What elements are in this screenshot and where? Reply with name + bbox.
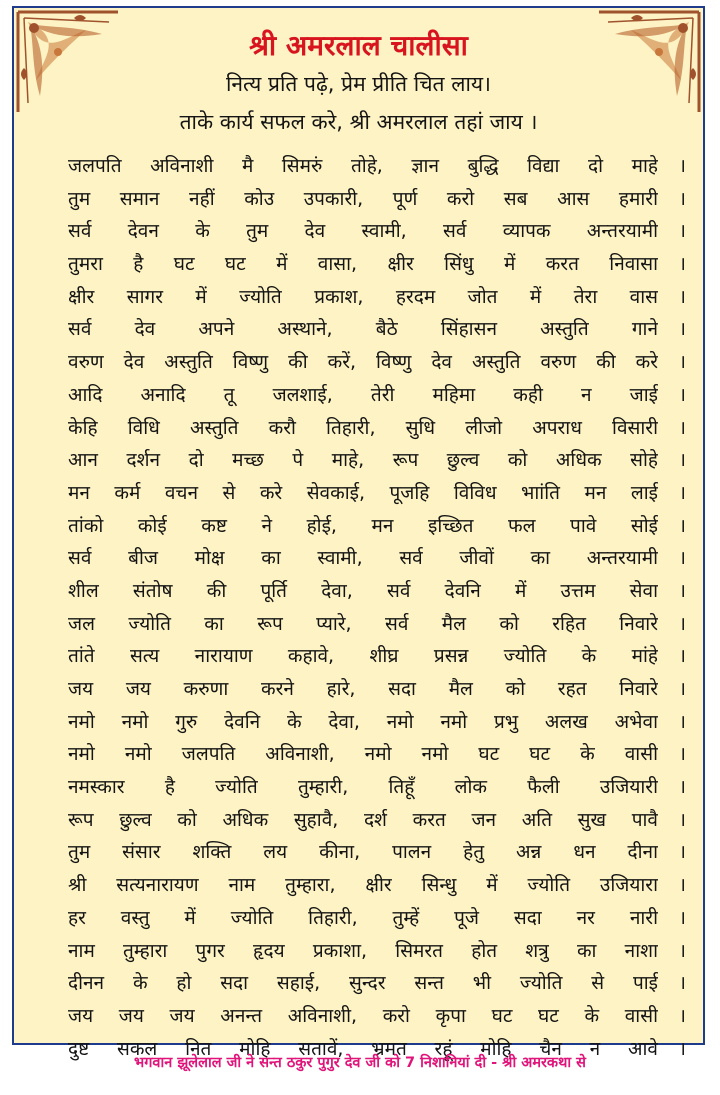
verse-text: दुष्ट सकल नित मोहि सतावें, भ्रमत रहूं मोहि चैन न आवे: [68, 1037, 658, 1060]
verse-text: तुमरा है घट घट में वासा, क्षीर सिंधु में करत निवासा: [68, 253, 658, 276]
verse-text: नाम तुम्हारा पुगर हृदय प्रकाशा, सिमरत होत शत्रु का नाशा: [68, 939, 658, 962]
verse-line: [68, 804, 686, 837]
danda-mark: ।: [678, 547, 686, 570]
poster-frame: [12, 6, 705, 1060]
danda-mark: ।: [678, 383, 686, 406]
danda-mark: ।: [678, 187, 686, 210]
verse-line: [68, 608, 686, 641]
danda-mark: ।: [678, 449, 686, 472]
verse-text: सर्व देव अपने अस्थाने, बैठे सिंहासन अस्तुति गाने: [68, 318, 658, 341]
verse-text: नमो नमो गुरु देवनि के देवा, नमो नमो प्रभु अलख अभेवा: [68, 710, 658, 733]
danda-mark: ।: [678, 351, 686, 374]
verse-line: [68, 542, 686, 575]
danda-mark: ।: [678, 808, 686, 831]
danda-mark: ।: [678, 155, 686, 177]
verse-line: [68, 412, 686, 445]
verse-line: [68, 444, 686, 477]
verse-line: [68, 738, 686, 771]
danda-mark: ।: [678, 874, 686, 897]
verse-line: [68, 640, 686, 673]
verse-line: [68, 706, 686, 739]
verse-line: [68, 346, 686, 379]
verse-line: [68, 935, 686, 968]
verse-text: केहि विधि अस्तुति करौ तिहारी, सुधि लीजो अपराध विसारी: [68, 416, 658, 439]
verse-text: आदि अनादि तू जलशाई, तेरी महिमा कही न जाई: [68, 383, 658, 406]
verse-line: [68, 1000, 686, 1033]
danda-mark: ।: [678, 710, 686, 733]
doha-line-2: ताके कार्य सफल करे, श्री अमरलाल तहां जाय ।: [179, 110, 538, 134]
verse-text: जलपति अविनाशी मै सिमरुं तोहे, ज्ञान बुद्धि विद्या दो माहे: [68, 155, 658, 177]
verse-line: [68, 379, 686, 412]
verse-line: [68, 673, 686, 706]
verse-text: तुम समान नहीं कोउ उपकारी, पूर्ण करो सब आस हमारी: [68, 187, 658, 210]
danda-mark: ।: [678, 939, 686, 962]
verse-text: रूप छुल्व को अधिक सुहावै, दर्श करत जन अति सुख पावै: [68, 808, 658, 831]
verse-text: तांते सत्य नारायाण कहावे, शीघ्र प्रसन्न ज्योति के मांहे: [68, 645, 658, 668]
verse-line: [68, 869, 686, 902]
verse-line: [68, 836, 686, 869]
verse-line: [68, 771, 686, 804]
verse-text: जय जय करुणा करने हारे, सदा मैल को रहत निवारे: [68, 678, 658, 700]
verse-text: आन दर्शन दो मच्छ पे माहे, रूप छुल्व को अधिक सोहे: [68, 449, 658, 472]
verse-line: [68, 902, 686, 935]
footer-caption: भगवान झूलेलाल जी ने सन्त ठकुर पुगुर देव जी को 7 निशानियां दी - श्री अमरकथा से: [134, 1055, 586, 1071]
verse-line: [68, 967, 686, 1000]
verse-line: [68, 183, 686, 216]
danda-mark: ।: [678, 318, 686, 341]
verse-text: हर वस्तु में ज्योति तिहारी, तुम्हें पूजे सदा नर नारी: [68, 906, 658, 929]
danda-mark: ।: [678, 481, 686, 504]
verse-text: शील संतोष की पूर्ति देवा, सर्व देवनि में उत्तम सेवा: [68, 579, 658, 602]
verse-text: वरुण देव अस्तुति विष्णु की करें, विष्णु देव अस्तुति वरुण की करे: [68, 351, 658, 374]
danda-mark: ।: [678, 776, 686, 799]
verse-line: [68, 313, 686, 346]
danda-mark: ।: [678, 253, 686, 276]
verse-text: क्षीर सागर में ज्योति प्रकाश, हरदम जोत में तेरा वास: [68, 285, 658, 308]
verse-text: तुम संसार शक्ति लय कीना, पालन हेतु अन्न धन दीना: [68, 841, 658, 864]
danda-mark: ।: [678, 972, 686, 995]
verse-line: [68, 281, 686, 314]
danda-mark: ।: [678, 220, 686, 243]
danda-mark: ।: [678, 416, 686, 439]
page-title: श्री अमरलाल चालीसा: [249, 29, 468, 62]
verse-text: नमस्कार है ज्योति तुम्हारी, तिहूँ लोक फैली उजियारी: [68, 776, 658, 799]
danda-mark: ।: [678, 1004, 686, 1027]
verse-text: दीनन के हो सदा सहाई, सुन्दर सन्त भी ज्योति से पाई: [68, 972, 658, 995]
verse-text: तांको कोई कष्ट ने होई, मन इच्छित फल पावे सोई: [68, 514, 658, 537]
danda-mark: ।: [678, 1037, 686, 1060]
verse-text: सर्व देवन के तुम देव स्वामी, सर्व व्यापक अन्तरयामी: [68, 220, 658, 243]
danda-mark: ।: [678, 612, 686, 635]
verse-text: जल ज्योति का रूप प्यारे, सर्व मैल को रहित निवारे: [68, 612, 658, 635]
verse-line: [68, 215, 686, 248]
verse-text: श्री सत्यनारायण नाम तुम्हारा, क्षीर सिन्धु में ज्योति उजियारा: [68, 874, 658, 897]
danda-mark: ।: [678, 579, 686, 602]
verse-list: [68, 150, 686, 1065]
verse-text: जय जय जय अनन्त अविनाशी, करो कृपा घट घट के वासी: [68, 1004, 658, 1027]
verse-line: [68, 150, 686, 183]
danda-mark: ।: [678, 645, 686, 668]
doha-line-1: नित्य प्रति पढ़े, प्रेम प्रीति चित लाय।: [225, 72, 492, 96]
danda-mark: ।: [678, 514, 686, 537]
verse-line: [68, 575, 686, 608]
verse-text: नमो नमो जलपति अविनाशी, नमो नमो घट घट के वासी: [68, 743, 658, 766]
danda-mark: ।: [678, 841, 686, 864]
verse-text: सर्व बीज मोक्ष का स्वामी, सर्व जीवों का अन्तरयामी: [68, 547, 658, 570]
danda-mark: ।: [678, 906, 686, 929]
verse-text: मन कर्म वचन से करे सेवकाई, पूजहि विविध भाांति मन लाई: [68, 481, 658, 504]
verse-line: [68, 477, 686, 510]
verse-line: [68, 510, 686, 543]
danda-mark: ।: [678, 285, 686, 308]
verse-line: [68, 248, 686, 281]
danda-mark: ।: [678, 678, 686, 700]
danda-mark: ।: [678, 743, 686, 766]
